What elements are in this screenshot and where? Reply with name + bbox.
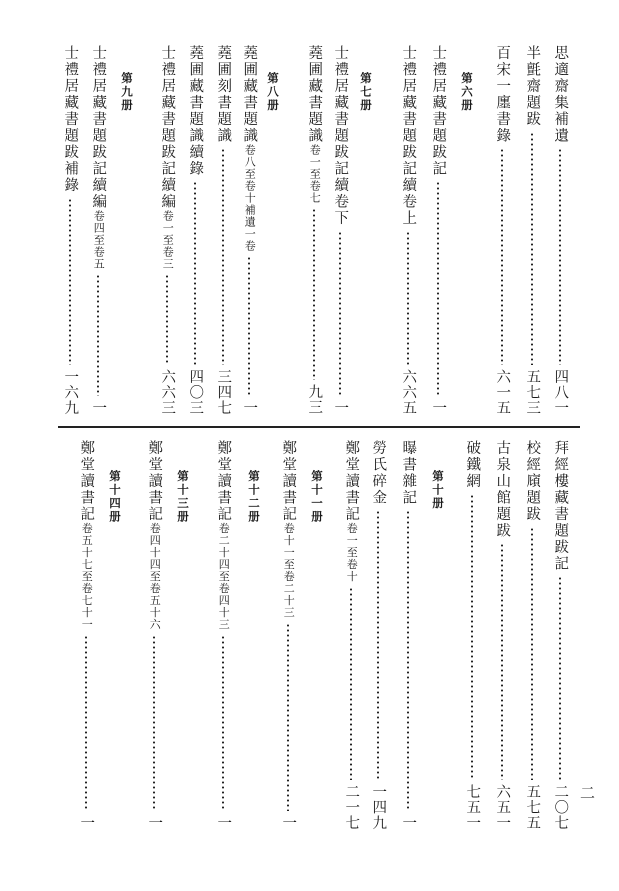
toc-entry-title-text: 古泉山館題跋 <box>494 440 511 539</box>
toc-entry-title-text: 鄭堂讀書記 <box>280 440 297 523</box>
toc-entry-title <box>553 440 568 572</box>
toc-entry-title-text: 拜經樓藏書題跋記 <box>552 440 569 572</box>
toc-entry-title <box>401 440 416 506</box>
toc-entry-page: 一 <box>78 814 95 830</box>
toc-entry-title <box>79 440 94 631</box>
toc-entry-title-text: 士禮居藏書題跋記 <box>430 45 447 177</box>
toc-entry-page: 三四七 <box>215 368 232 415</box>
toc-entry-title-text: 鄭堂讀書記 <box>78 440 95 523</box>
toc-entry <box>492 45 512 415</box>
toc-entry-title <box>147 440 162 631</box>
toc-entry <box>330 45 350 415</box>
toc-entry-page: 六一五 <box>494 368 511 415</box>
toc-entry-page: 六五一 <box>494 783 511 830</box>
dot-leader <box>153 635 155 811</box>
toc-entry-title-text: 士禮居藏書題跋記續編 <box>159 45 176 210</box>
dot-leader <box>350 587 352 780</box>
toc-entry-page: 一四九 <box>370 783 387 830</box>
dot-leader <box>531 527 533 780</box>
dot-leader <box>166 274 168 365</box>
toc-entry-title <box>495 440 510 539</box>
dot-leader <box>248 256 250 396</box>
toc-entry-volume-range: 卷四十四至卷五十六 <box>148 522 162 631</box>
toc-entry-title <box>188 45 203 177</box>
dot-leader <box>377 510 379 780</box>
toc-entry-title <box>525 440 540 523</box>
dot-leader <box>501 543 503 780</box>
toc-entry <box>462 440 482 830</box>
toc-entry-title-text: 蕘圃藏書題識 <box>306 45 323 144</box>
volume-heading: 第七册 <box>359 72 373 113</box>
toc-entry-page: 六六三 <box>159 368 176 415</box>
toc-entry-title-text: 勞氏碎金 <box>370 440 387 506</box>
toc-entry-title-text: 士禮居藏書題跋記續卷上 <box>400 45 417 227</box>
toc-entry-page: 二一七 <box>343 783 360 830</box>
volume-heading: 第九册 <box>120 72 134 113</box>
toc-entry-title <box>401 45 416 227</box>
volume-heading: 第十册 <box>431 470 445 511</box>
toc-entry-title <box>344 440 359 583</box>
toc-entry-page: 一 <box>241 399 258 415</box>
toc-entry-title-text: 百宋一廛書錄 <box>494 45 511 144</box>
toc-entry-title-text: 鄭堂讀書記 <box>343 440 360 523</box>
toc-entry <box>522 45 542 415</box>
dot-leader <box>437 181 439 396</box>
toc-entry <box>88 45 108 415</box>
toc-entry <box>144 440 164 830</box>
dot-leader <box>222 635 224 811</box>
toc-entry-page: 一 <box>90 399 107 415</box>
toc-entry-page: 六六五 <box>400 368 417 415</box>
toc-entry <box>368 440 388 830</box>
toc-entry-volume-range: 卷二十四至卷四十三 <box>217 522 231 631</box>
toc-entry-volume-range: 卷一至卷三 <box>161 210 175 270</box>
page-number: 二 <box>578 785 596 800</box>
toc-entry-page: 二〇七 <box>552 783 569 830</box>
toc-entry-title <box>371 440 386 506</box>
toc-entry-title-text: 思適齋集補遺 <box>552 45 569 144</box>
toc-entry <box>522 440 542 830</box>
dot-leader <box>313 208 315 380</box>
dot-leader <box>471 494 473 780</box>
volume-heading: 第十三册 <box>176 470 190 524</box>
toc-entry-page: 七五一 <box>464 783 481 830</box>
toc-entry <box>76 440 96 830</box>
toc-entry-title <box>431 45 446 177</box>
toc-entry-title <box>242 45 257 252</box>
toc-entry-volume-range: 卷五十七至卷七十一 <box>80 522 94 631</box>
toc-entry-page: 九三 <box>306 384 323 415</box>
toc-entry-page: 四〇三 <box>187 368 204 415</box>
toc-entry <box>304 45 324 415</box>
toc-entry <box>239 45 259 415</box>
toc-entry-title <box>465 440 480 490</box>
dot-leader <box>559 148 561 365</box>
toc-entry <box>550 440 570 830</box>
toc-entry-page: 一六九 <box>62 368 79 415</box>
dot-leader <box>69 198 71 365</box>
dot-leader <box>559 576 561 780</box>
dot-leader <box>407 231 409 365</box>
toc-entry-page: 四八一 <box>552 368 569 415</box>
toc-entry-title <box>160 45 175 270</box>
dot-leader <box>194 181 196 365</box>
toc-entry-title-text: 士禮居藏書題跋補錄 <box>62 45 79 194</box>
toc-entry-title-text: 半氈齋題跋 <box>524 45 541 128</box>
toc-entry-title <box>333 45 348 227</box>
toc-entry-title-text: 鄭堂讀書記 <box>215 440 232 523</box>
dot-leader <box>85 635 87 811</box>
dot-leader <box>407 510 409 811</box>
toc-entry <box>428 45 448 415</box>
toc-entry-volume-range: 卷一至卷十 <box>345 522 359 583</box>
toc-entry-title <box>553 45 568 144</box>
dot-leader <box>531 132 533 365</box>
toc-entry <box>550 45 570 415</box>
volume-heading: 第六册 <box>460 72 474 113</box>
toc-entry-title-text: 校經廎題跋 <box>524 440 541 523</box>
toc-entry-title-text: 蕘圃藏書題識續錄 <box>187 45 204 177</box>
toc-entry-title <box>63 45 78 194</box>
toc-entry <box>398 45 418 415</box>
toc-entry-title <box>495 45 510 144</box>
toc-entry-title-text: 破鐵網 <box>464 440 481 490</box>
dot-leader <box>222 148 224 365</box>
toc-entry-title-text: 士禮居藏書題跋記續卷下 <box>332 45 349 227</box>
toc-entry <box>278 440 298 830</box>
toc-entry <box>398 440 418 830</box>
volume-heading: 第八册 <box>266 72 280 113</box>
toc-entry-volume-range: 卷四至卷五 <box>92 210 106 270</box>
toc-entry-page: 五七五 <box>524 783 541 830</box>
toc-entry <box>492 440 512 830</box>
toc-entry-title-text: 蕘圃刻書題識 <box>215 45 232 144</box>
toc-entry-title-text: 曝書雜記 <box>400 440 417 506</box>
section-divider-rule <box>58 426 580 428</box>
toc-entry <box>213 440 233 830</box>
toc-entry-title <box>216 440 231 631</box>
volume-heading: 第十二册 <box>247 470 261 524</box>
toc-entry-page: 一 <box>146 814 163 830</box>
toc-entry <box>341 440 361 830</box>
dot-leader <box>97 274 99 396</box>
toc-entry-page: 一 <box>332 399 349 415</box>
toc-entry-title <box>216 45 231 144</box>
toc-entry-title <box>281 440 296 619</box>
toc-entry-title-text: 鄭堂讀書記 <box>146 440 163 523</box>
dot-leader <box>339 231 341 396</box>
toc-entry-title <box>307 45 322 204</box>
toc-entry-volume-range: 卷十一至卷二十三 <box>282 522 296 619</box>
toc-entry-volume-range: 卷一至卷七 <box>308 144 322 204</box>
toc-entry <box>157 45 177 415</box>
toc-entry <box>185 45 205 415</box>
dot-leader <box>287 623 289 811</box>
toc-entry-title <box>525 45 540 128</box>
toc-entry-title-text: 蕘圃藏書題識 <box>241 45 258 144</box>
volume-heading: 第十四册 <box>108 470 122 524</box>
toc-entry-volume-range: 卷八至卷十補遺一卷 <box>243 144 257 252</box>
dot-leader <box>501 148 503 365</box>
toc-entry <box>213 45 233 415</box>
toc-entry <box>60 45 80 415</box>
toc-entry-page: 一 <box>280 814 297 830</box>
toc-entry-title <box>91 45 106 270</box>
toc-entry-page: 一 <box>430 399 447 415</box>
toc-entry-page: 五七三 <box>524 368 541 415</box>
toc-entry-page: 一 <box>215 814 232 830</box>
volume-heading: 第十一册 <box>310 470 324 524</box>
toc-entry-title-text: 士禮居藏書題跋記續編 <box>90 45 107 210</box>
toc-entry-page: 一 <box>400 814 417 830</box>
